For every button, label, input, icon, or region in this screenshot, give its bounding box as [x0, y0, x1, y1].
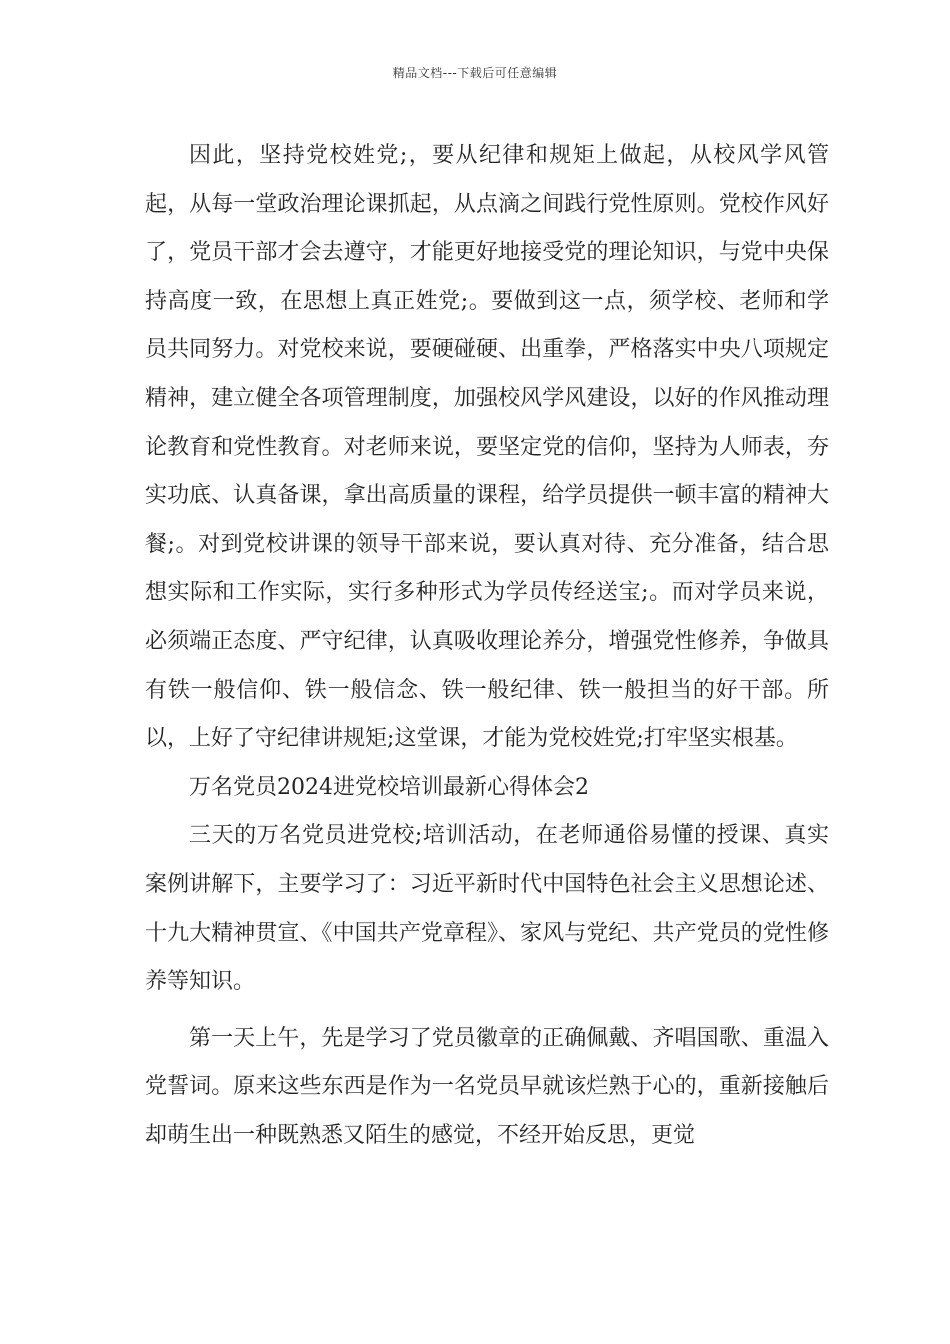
paragraph-3: 第一天上午，先是学习了党员徽章的正确佩戴、齐唱国歌、重温入党誓词。原来这些东西是作为一名党员早就该烂熟于心的，重新接触后却萌生出一种既熟悉又陌生的感觉，不经开始反思，更觉 — [145, 1025, 829, 1148]
section-heading: 万名党员2024进党校培训最新心得体会2 — [189, 774, 589, 800]
paragraph-2: 三天的万名党员进党校;培训活动，在老师通俗易懂的授课、真实案例讲解下，主要学习了：习近平新时代中国特色社会主义思想论述、十九大精神贯宣、《中国共产党章程》、家风与党纪、共产党员的党性修养等知识。 — [145, 823, 829, 995]
document-body — [145, 132, 829, 1160]
page-header: 精品文档---下载后可任意编辑 — [392, 66, 558, 80]
paragraph-1: 因此，坚持党校姓党;，要从纪律和规矩上做起，从校风学风管起，从每一堂政治理论课抓起，从点滴之间践行党性原则。党校作风好了，党员干部才会去遵守，才能更好地接受党的理论知识，与党中央保持高度一致，在思想上真正姓党;。要做到这一点，须学校、老师和学员共同努力。对党校来说，要硬碰硬、出重拳，严格落实中央八项规定精神，建立健全各项管理制度，加强校风学风建设，以好的作风推动理论教育和党性教育。对老师来说，要坚定党的信仰，坚持为人师表，夯实功底、认真备课，拿出高质量的课程，给学员提供一顿丰富的精神大餐;。对到党校讲课的领导干部来说，要认真对待、充分准备，结合思想实际和工作实际，实行多种形式为学员传经送宝;。而对学员来说，必须端正态度、严守纪律，认真吸收理论养分，增强党性修养，争做具有铁一般信仰、铁一般信念、铁一般纪律、铁一般担当的好干部。所以，上好了守纪律讲规矩;这堂课，才能为党校姓党;打牢坚实根基。 — [145, 143, 829, 752]
